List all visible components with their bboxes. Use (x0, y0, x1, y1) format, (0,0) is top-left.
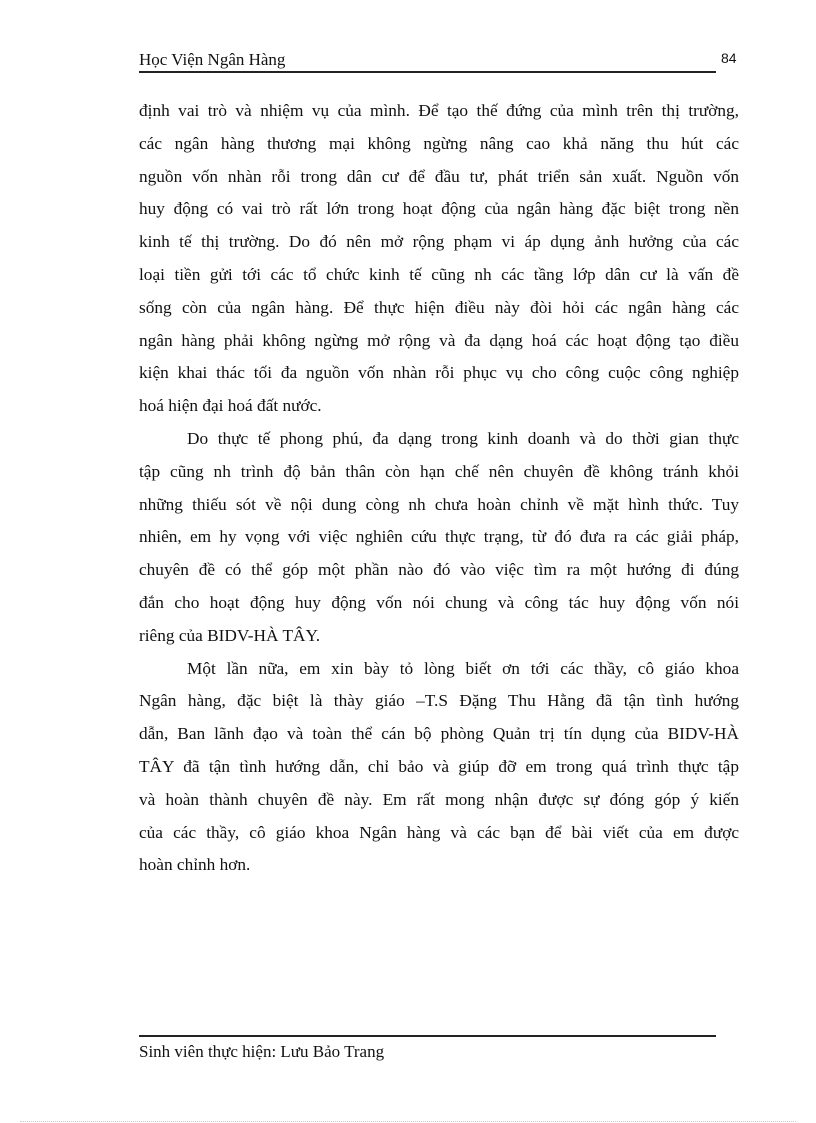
page-edge-divider (20, 1121, 796, 1122)
text-line: nguồn vốn nhàn rỗi trong dân cư để đầu tư, phát triển sản xuất. Nguồn vốn (139, 166, 739, 186)
header-rule (139, 71, 716, 73)
page-number: 84 (721, 50, 737, 66)
text-line: Ngân hàng, đặc biệt là thày giáo –T.S Đặng Thu Hằng đã tận tình hướng (139, 691, 739, 711)
text-line: tập cũng nh trình độ bản thân còn hạn chế nên chuyên đề không tránh khỏi (139, 461, 739, 481)
text-line: Do thực tế phong phú, đa dạng trong kinh doanh và do thời gian thực (187, 428, 739, 448)
text-line: huy động có vai trò rất lớn trong hoạt động của ngân hàng đặc biệt trong nền (139, 199, 739, 219)
paragraph-1 (139, 95, 739, 423)
text-line: ngân hàng phải không ngừng mở rộng và đa dạng hoá các hoạt động tạo điều (139, 330, 739, 350)
text-line: loại tiền gửi tới các tổ chức kinh tế cũng nh các tầng lớp dân cư là vấn đề (139, 264, 739, 284)
text-line: Một lần nữa, em xin bày tỏ lòng biết ơn tới các thầy, cô giáo khoa (187, 658, 739, 678)
text-line: nhiên, em hy vọng với việc nghiên cứu thực trạng, từ đó đưa ra các giải pháp, (139, 527, 739, 547)
text-line: hoàn chỉnh hơn. (139, 855, 251, 875)
header-title: Học Viện Ngân Hàng (139, 50, 286, 69)
paragraph-3 (139, 653, 739, 883)
text-line: của các thầy, cô giáo khoa Ngân hàng và các bạn để bài viết của em được (139, 822, 739, 842)
text-line: đắn cho hoạt động huy động vốn nói chung và công tác huy động vốn nói (139, 592, 739, 612)
text-line: và hoàn thành chuyên đề này. Em rất mong nhận được sự đóng góp ý kiến (139, 789, 739, 809)
text-line: sống còn của ngân hàng. Để thực hiện điều này đòi hỏi các ngân hàng các (139, 297, 739, 317)
text-line: TÂY đã tận tình hướng dẫn, chỉ bảo và giúp đỡ em trong quá trình thực tập (139, 756, 739, 776)
paragraph-2 (139, 423, 739, 653)
text-line: dẫn, Ban lãnh đạo và toàn thể cán bộ phòng Quản trị tín dụng của BIDV-HÀ (139, 724, 739, 744)
text-line: những thiếu sót về nội dung còng nh chưa hoàn chỉnh về mặt hình thức. Tuy (139, 494, 739, 514)
footer-author: Sinh viên thực hiện: Lưu Bảo Trang (139, 1042, 385, 1061)
text-line: riêng của BIDV-HÀ TÂY. (139, 625, 321, 645)
text-line: định vai trò và nhiệm vụ của mình. Để tạo thế đứng của mình trên thị trường, (139, 101, 739, 120)
footer-rule (139, 1035, 716, 1037)
text-line: hoá hiện đại hoá đất nước. (139, 396, 322, 416)
text-line: kiện khai thác tối đa nguồn vốn nhàn rỗi phục vụ cho công cuộc công nghiệp (139, 363, 739, 383)
text-line: chuyên đề có thể góp một phần nào đó vào việc tìm ra một hướng đi đúng (139, 560, 739, 580)
text-line: các ngân hàng thương mại không ngừng nâng cao khả năng thu hút các (139, 133, 739, 153)
document-body (139, 95, 739, 882)
text-line: kinh tế thị trường. Do đó nên mở rộng phạm vi áp dụng ảnh hưởng của các (139, 232, 739, 252)
